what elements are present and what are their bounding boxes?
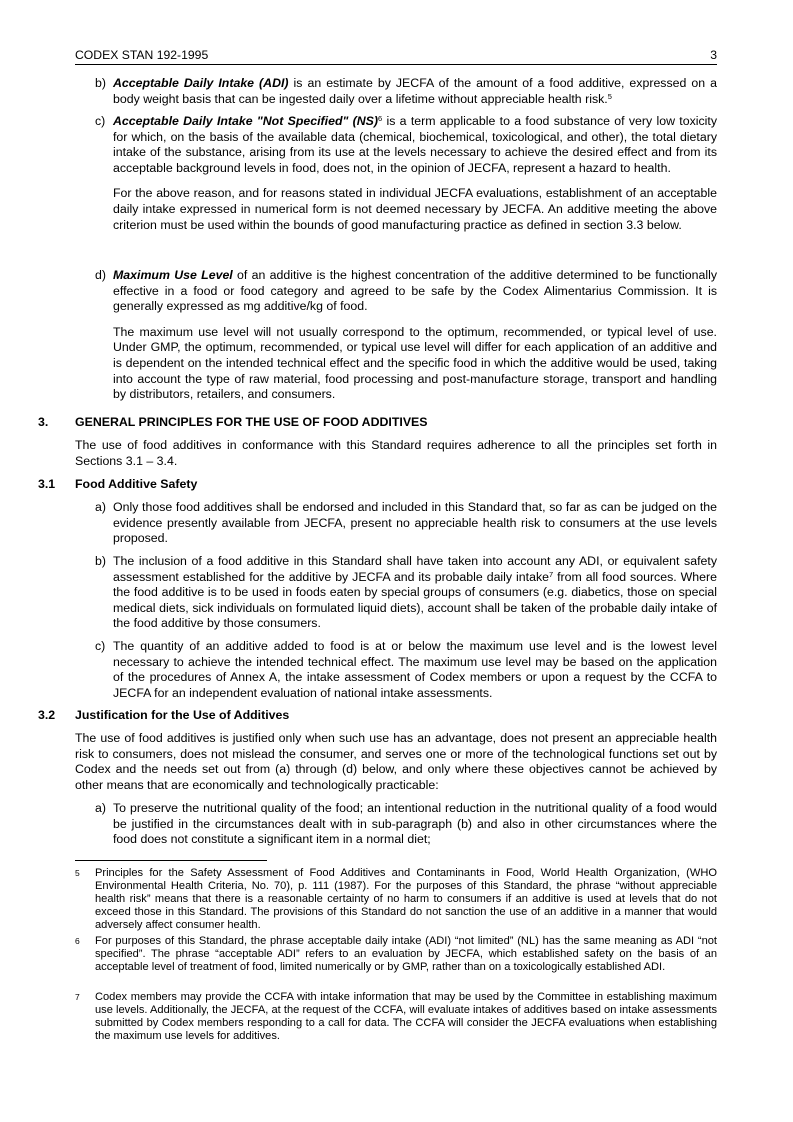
list-marker: c) [95, 639, 106, 653]
list-marker: d) [95, 268, 106, 282]
section-3-intro: The use of food additives in conformance with this Standard requires adherence to all the principles set forth in Sections 3.1 – 3.4. [75, 438, 717, 468]
term-maximum-use-level: Maximum Use Level [113, 268, 233, 282]
list-item-text: To preserve the nutritional quality of the food; an intentional reduction in the nutritional quality of a food would be justified in the circumstances dealt with in sub-paragraph (b) and also in other circumstances where the food does not constitute a significant item in a normal diet; [113, 801, 717, 847]
list-item-text: The quantity of an additive added to food is at or below the maximum use level and is the lowest level necessary to achieve the intended technical effect. The maximum use level may be based on the application of the procedures of Annex A, the intake assessment of Codex members or upon a request by the CCFA to JECFA for an independent evaluation of national intake assessments. [113, 639, 717, 700]
section-title: Food Additive Safety [75, 477, 198, 491]
section-number: 3. [38, 415, 49, 429]
section-title: GENERAL PRINCIPLES FOR THE USE OF FOOD ADDITIVES [75, 415, 428, 429]
footnote-ref[interactable]: 5 [607, 91, 612, 101]
list-item-3-1-a [90, 500, 717, 547]
footnote-text: Principles for the Safety Assessment of Food Additives and Contaminants in Food, World Health Organization, (WHO Environmental Health Criteria, No. 70), p. 111 (1987). For the purposes of this Standard, the phrase “without appreciable health risk” means that there is a reasonable certainty of no harm to consumers if an additive is used at levels that do not exceed those in this Standard. The provisions of this Standard do not sanction the use of an additive in a manner that would adversely affect consumer health. [95, 867, 717, 932]
footnote-ref[interactable]: 6 [378, 114, 383, 123]
list-item-text: The inclusion of a food additive in this Standard shall have taken into account any ADI, or equivalent safety assessment established for the additive by JECFA and its probable daily intake [113, 554, 717, 584]
list-marker: b) [95, 76, 106, 90]
section-3-2-intro: The use of food additives is justified only when such use has an advantage, does not present an appreciable health risk to consumers, does not mislead the consumer, and serves one or more of the technological functions set out by Codex and the needs set out from (a) through (d) below, and only where these objectives cannot be achieved by other means that are economically and technologically practicable: [75, 731, 717, 792]
footnote-text: Codex members may provide the CCFA with intake information that may be used by the Committee in establishing maximum use levels. Additionally, the JECFA, at the request of the CCFA, will evaluate intakes of additives based on intake assessments submitted by Codex members responding to a call for data. The CCFA will consider the JECFA evaluations when establishing the maximum use levels for additives. [95, 991, 717, 1043]
footnote-number: 7 [75, 992, 80, 1002]
definition-text: is a term applicable to a food substance of very low toxicity for which, on the basis of the available data (chemical, biochemical, toxicological, and other), the total dietary intake of the substance, arising from its use at the levels necessary to achieve the desired effect and from its acceptable background levels in food, does not, in the opinion of JECFA, represent a hazard to health. [113, 114, 717, 175]
definition-paragraph: The maximum use level will not usually correspond to the optimum, recommended, or typical level of use. Under GMP, the optimum, recommended, or typical use level will differ for each application of an additive and is dependent on the intended technical effect and the specific food in which the additive would be used, taking into account the type of raw material, food processing and post-manufacture storage, transport and handling by distributors, retailers, and consumers. [113, 324, 717, 402]
page-header [75, 47, 717, 65]
footnote-separator [75, 860, 267, 861]
section-number: 3.2 [38, 708, 56, 722]
list-marker: c) [95, 114, 106, 128]
list-marker: b) [95, 554, 106, 568]
document-code: CODEX STAN 192-1995 [75, 48, 209, 62]
footnote-5 [75, 867, 717, 932]
footnote-number: 5 [75, 868, 80, 878]
page-number: 3 [710, 48, 717, 62]
footnote-7 [75, 991, 717, 1043]
footnote-text: For purposes of this Standard, the phrase acceptable daily intake (ADI) “not limited” (NL) has the same meaning as ADI “not specified”. The phrase “acceptable ADI” refers to an evaluation by JECFA, which established safety on the basis of an acceptable level of treatment of food, limited numerically or by GMP, rather than on a toxicologically established ADI. [95, 935, 717, 974]
term-adi: Acceptable Daily Intake (ADI) [113, 76, 289, 90]
term-adi-ns: Acceptable Daily Intake "Not Specified" (NS) [113, 114, 378, 128]
footnote-number: 6 [75, 936, 80, 946]
footnote-6 [75, 935, 717, 974]
definition-paragraph: For the above reason, and for reasons stated in individual JECFA evaluations, establishment of an acceptable daily intake expressed in numerical form is not deemed necessary by JECFA. An additive meeting the above criterion must be used within the bounds of good manufacturing practice as defined in section 3.3 below. [113, 186, 717, 232]
list-item-3-1-c [90, 639, 717, 701]
section-title: Justification for the Use of Additives [75, 708, 290, 722]
footnote-ref[interactable]: 7 [549, 569, 554, 579]
list-marker: a) [95, 500, 106, 514]
list-item-3-2-a [90, 801, 717, 848]
definition-text: of an additive is the highest concentration of the additive determined to be functionally effective in a food or food category and agreed to be safe by the Codex Alimentarius Commission. It is generally expressed as mg additive/kg of food. [113, 268, 717, 314]
list-marker: a) [95, 801, 106, 815]
definition-maximum-use-level [90, 268, 717, 403]
list-item-text-cont: from all food sources. Where the food additive is to be used in foods eaten by special groups of consumers (e.g. diabetics, those on special medical diets, sick individuals on formulated liquid diets), account shall be taken of the probable daily intake of the food additive by those consumers. [113, 569, 718, 631]
list-item-3-1-b [90, 554, 717, 632]
section-number: 3.1 [38, 477, 56, 491]
definition-text: is an estimate by JECFA of the amount of a food additive, expressed on a body weight basis that can be ingested daily over a lifetime without appreciable health risk. [113, 76, 717, 106]
list-item-text: Only those food additives shall be endorsed and included in this Standard that, so far as can be judged on the evidence presently available from JECFA, present no appreciable health risk to consumers at the use levels proposed. [113, 500, 717, 546]
definition-adi-not-specified [90, 114, 717, 233]
definition-adi [90, 76, 717, 107]
